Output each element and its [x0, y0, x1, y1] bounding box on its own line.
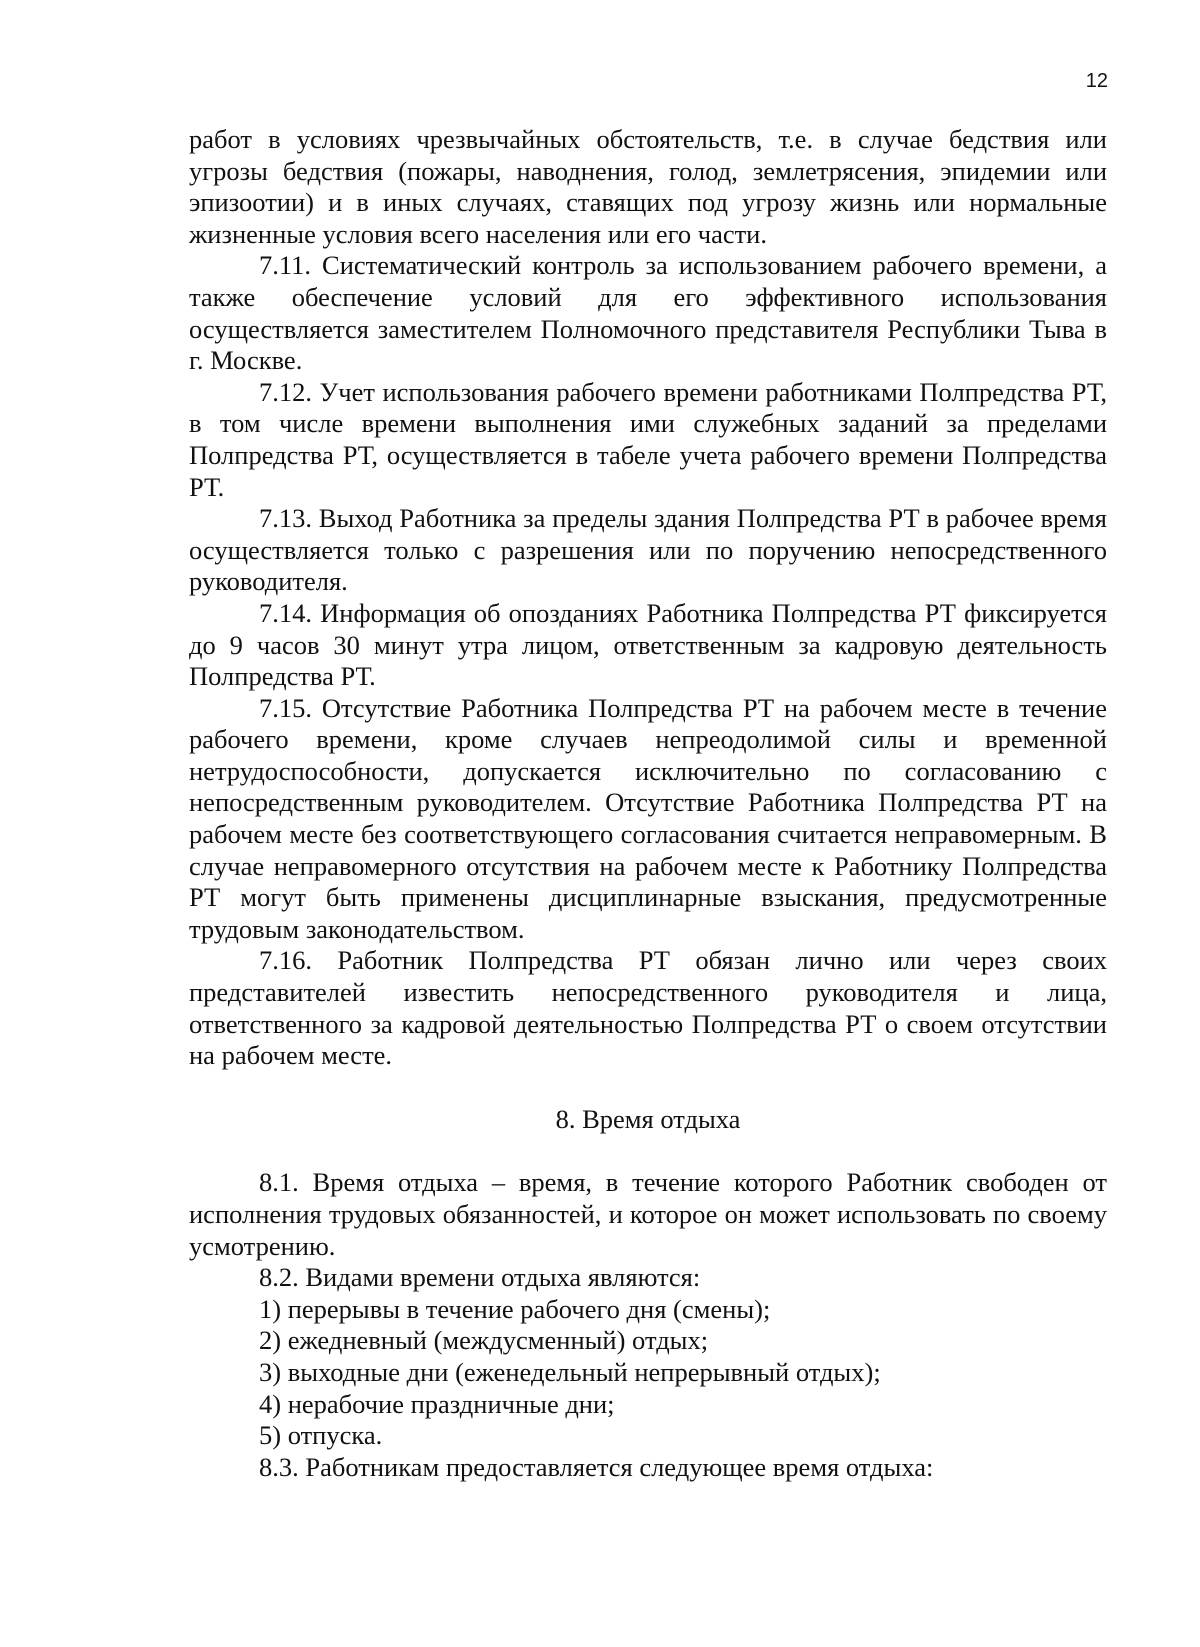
- paragraph-7-15: 7.15. Отсутствие Работника Полпредства РТ на рабочем месте в течение рабочего времени, кроме случаев непреодолимой силы и временной нетрудоспособности, допускается исключительно по согласованию с непосредственным руководителем. Отсутствие Работника Полпредства РТ на рабочем месте без соответствующего согласования считается неправомерным. В случае неправомерного отсутствия на рабочем месте к Работнику Полпредства РТ могут быть применены дисциплинарные взыскания, предусмотренные трудовым законодательством.: [189, 692, 1107, 944]
- paragraph-8-3: 8.3. Работникам предоставляется следующее время отдыха:: [259, 1451, 934, 1482]
- paragraph-8-2: 8.2. Видами времени отдыха являются:: [259, 1262, 701, 1293]
- page-number: 12: [1085, 70, 1108, 92]
- paragraph-intro: работ в условиях чрезвычайных обстоятельств, т.е. в случае бедствия или угрозы бедствия (пожары, наводнения, голод, землетрясения, эпидемии или эпизоотии) и в иных случаях, ставящих под угрозу жизнь или нормальные жизненные условия всего населения или его части.: [189, 124, 1107, 249]
- list-item: 3) выходные дни (еженедельный непрерывный отдых);: [259, 1356, 881, 1387]
- list-item: 5) отпуска.: [259, 1420, 383, 1451]
- paragraph-8-1: 8.1. Время отдыха – время, в течение которого Работник свободен от исполнения трудовых обязанностей, и которое он может использовать по своему усмотрению.: [189, 1167, 1107, 1261]
- list-item: 1) перерывы в течение рабочего дня (смены);: [259, 1293, 771, 1324]
- paragraph-7-14: 7.14. Информация об опозданиях Работника Полпредства РТ фиксируется до 9 часов 30 минут утра лицом, ответственным за кадровую деятельность Полпредства РТ.: [189, 597, 1107, 692]
- paragraph-7-13: 7.13. Выход Работника за пределы здания Полпредства РТ в рабочее время осуществляется только с разрешения или по поручению непосредственного руководителя.: [189, 503, 1107, 597]
- paragraph-7-11: 7.11. Систематический контроль за использованием рабочего времени, а также обеспечение условий для его эффективного использования осуществляется заместителем Полномочного представителя Республики Тыва в г. Москве.: [189, 250, 1107, 376]
- list-item: 4) нерабочие праздничные дни;: [259, 1388, 615, 1419]
- paragraph-7-16: 7.16. Работник Полпредства РТ обязан лично или через своих представителей известить непосредственного руководителя и лица, ответственного за кадровой деятельностью Полпредства РТ о своем отсутствии на рабочем месте.: [189, 945, 1107, 1071]
- section-8-title: 8. Время отдыха: [555, 1103, 741, 1134]
- document-body: [189, 124, 1107, 1483]
- list-item: 2) ежедневный (междусменный) отдых;: [259, 1325, 709, 1356]
- paragraph-7-12: 7.12. Учет использования рабочего времени работниками Полпредства РТ, в том числе времени выполнения ими служебных заданий за пределами Полпредства РТ, осуществляется в табеле учета рабочего времени Полпредства РТ.: [189, 376, 1107, 502]
